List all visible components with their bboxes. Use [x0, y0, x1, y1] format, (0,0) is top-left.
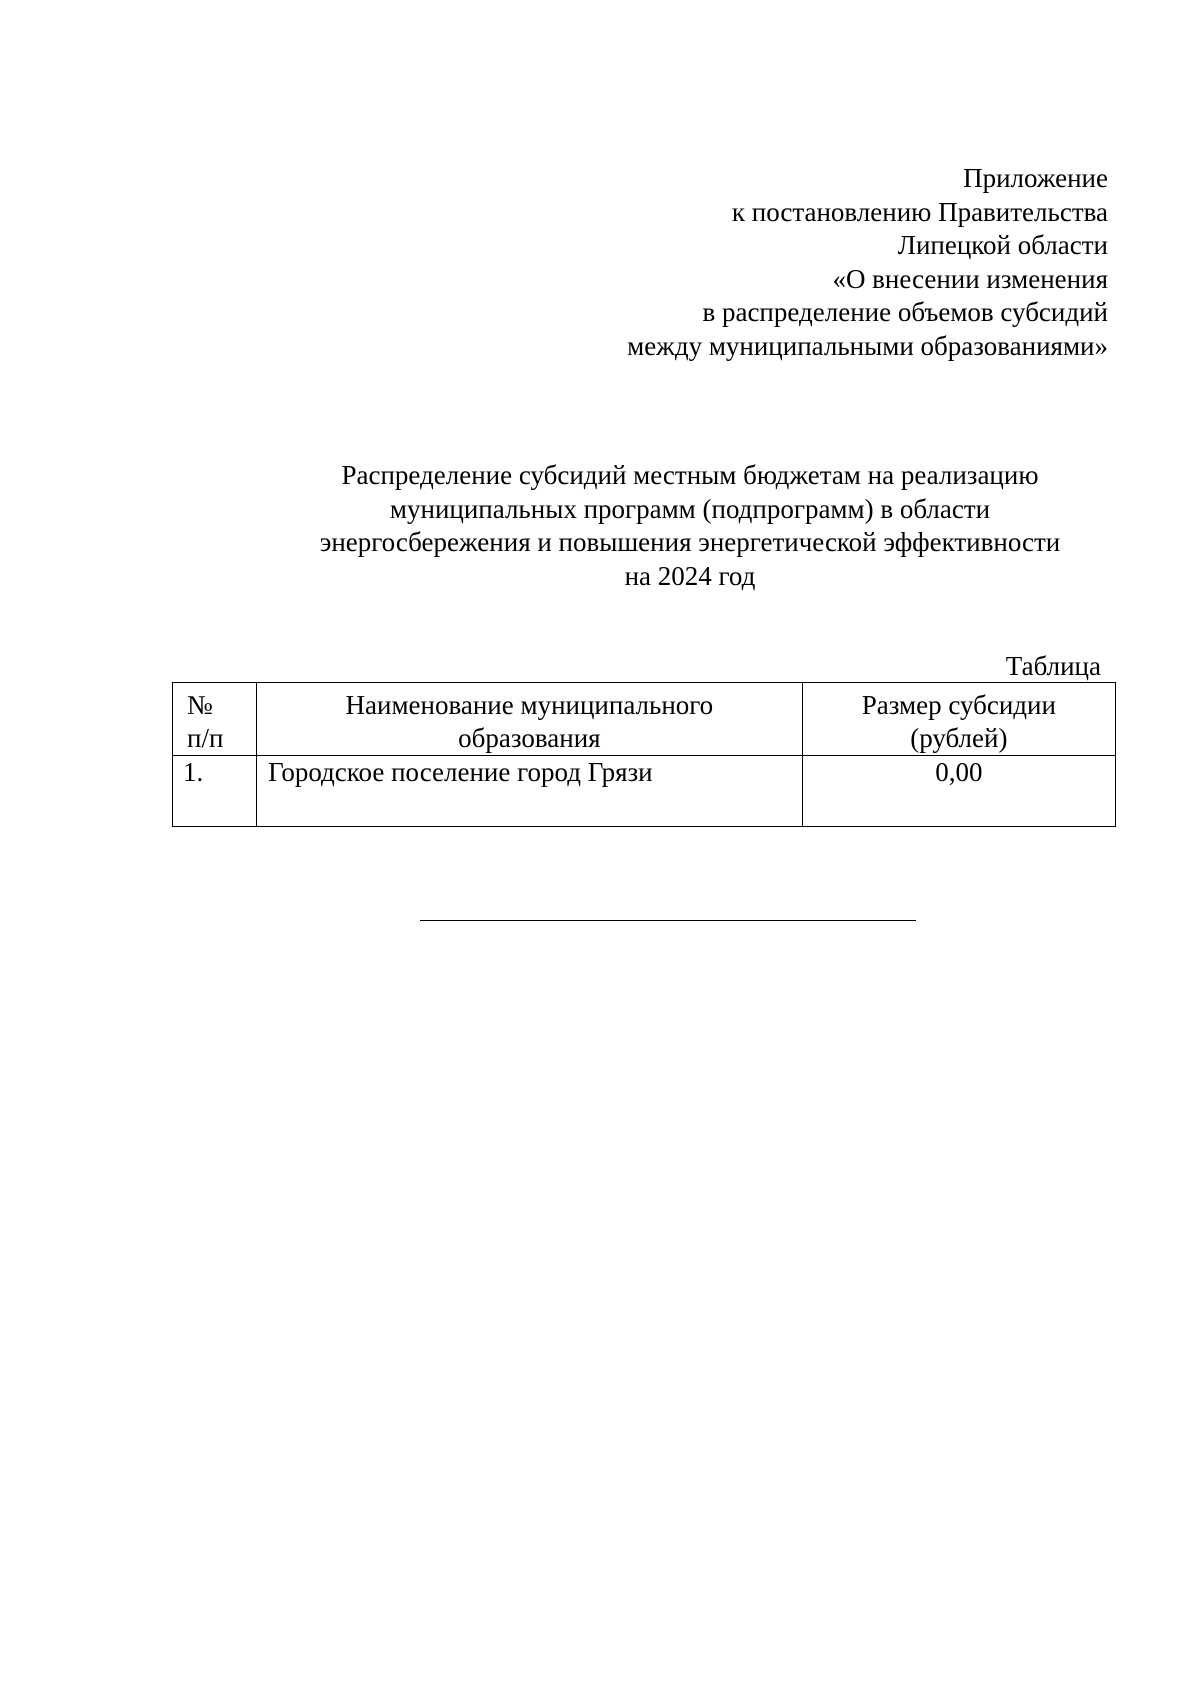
subsidy-table	[172, 682, 1116, 827]
header-number	[173, 683, 257, 756]
header-subsidy-amount	[802, 683, 1115, 756]
appendix-line: к постановлению Правительства	[731, 196, 1108, 227]
row-municipality: Городское поселение город Грязи	[257, 756, 803, 827]
appendix-line: в распределение объемов субсидий	[702, 297, 1108, 328]
appendix-line: Приложение	[963, 163, 1108, 193]
row-amount: 0,00	[802, 756, 1115, 827]
appendix-line: Липецкой области	[897, 230, 1108, 261]
title-line: на 2024 год	[624, 560, 756, 591]
header-municipality-line2: образования	[458, 723, 601, 753]
table-caption: Таблица	[1005, 651, 1101, 681]
title-line: энергосбережения и повышения энергетической эффективности	[319, 527, 1061, 558]
header-municipality	[257, 683, 803, 756]
header-municipality-line1: Наименование муниципального	[345, 690, 714, 720]
header-amount-line2: (рублей)	[910, 723, 1008, 753]
header-amount-line1: Размер субсидии	[861, 690, 1056, 720]
header-number-line2: п/п	[187, 723, 224, 753]
row-number: 1.	[173, 756, 257, 827]
table-row	[173, 756, 1116, 827]
appendix-line: «О внесении изменения	[832, 263, 1108, 294]
closing-rule	[420, 920, 916, 921]
appendix-block	[408, 162, 1108, 364]
title-line: муниципальных программ (подпрограмм) в области	[389, 493, 991, 524]
title-line: Распределение субсидий местным бюджетам на реализацию	[341, 460, 1039, 490]
appendix-line: между муниципальными образованиями»	[627, 330, 1108, 361]
table-header-row	[173, 683, 1116, 756]
document-title	[240, 459, 1140, 593]
header-number-line1: №	[187, 690, 213, 720]
